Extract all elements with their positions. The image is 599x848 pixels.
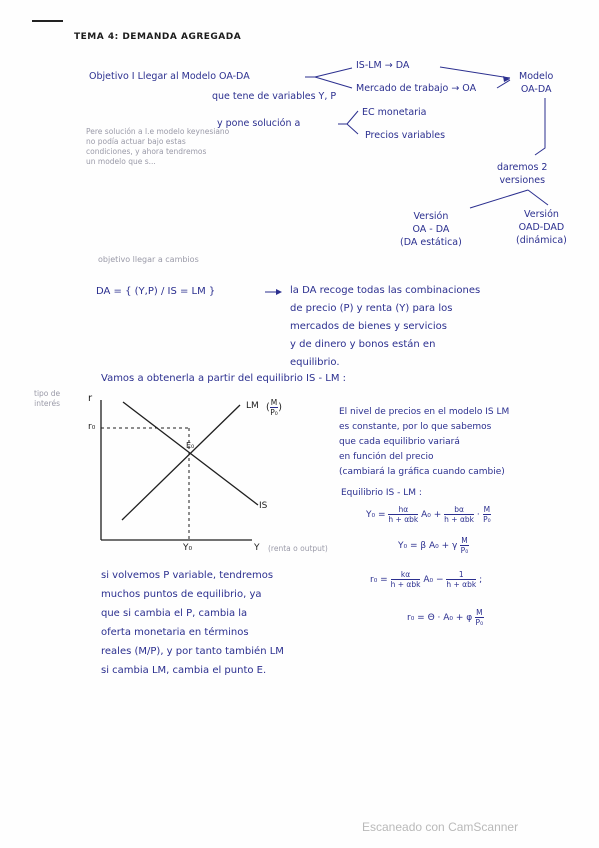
y0-f2-num: bα [444, 505, 474, 515]
y0-f1-num: hα [388, 505, 418, 515]
equilibrium-heading: Equilibrio IS - LM : [341, 488, 422, 498]
x-axis-note: (renta o output) [268, 544, 328, 553]
y0-lhs: Y₀ = [366, 510, 386, 520]
y0-f2-den: h + αbk [444, 515, 475, 524]
conclusion-text: si volvemos P variable, tendremos muchos puntos de equilibrio, ya que si cambia el P, cambia la oferta monetaria en términos reales (M/P), y por tanto también LM si cambia LM, cambia el punto E. [101, 570, 284, 676]
r0-f2-num: 1 [446, 570, 476, 580]
da-definition: DA = { (Y,P) / IS = LM } [96, 286, 216, 297]
lm-frac-den: P₀ [270, 408, 278, 417]
margin-note: Pere solución a l.e modelo keynesiano no podía actuar bajo estas condiciones, y ahora tendremos un modelo que s... [86, 127, 230, 166]
r0-short-equation [407, 608, 484, 627]
version-static: Versión OA - DA (DA estática) [400, 211, 462, 248]
r0-f1-den: h + αbk [390, 580, 421, 589]
lm-fraction: ( $\frac{M}{\text{P₀}}$ ) [266, 398, 282, 417]
y0-short-den: P₀ [460, 546, 469, 555]
islm-graph [101, 400, 258, 540]
da-explanation: la DA recoge todas las combinaciones de precio (P) y renta (Y) para los mercados de bienes y servicios y de dinero y bonos están en equilibrio. [290, 285, 481, 368]
y0-f1-den: h + αbk [388, 515, 419, 524]
r0-short: r₀ = Θ · A₀ + φ [407, 613, 473, 623]
r0-equation [370, 570, 482, 589]
r0-short-num: M [476, 608, 483, 617]
y0-equation [366, 505, 491, 524]
r0-f2-den: h + αbk [446, 580, 477, 589]
branch-labor: Mercado de trabajo → OA [356, 83, 477, 94]
y-axis-label: Y [254, 543, 260, 553]
r0-a0: A₀ − [423, 575, 444, 585]
is-curve [123, 402, 258, 505]
goal-note: objetivo llegar a cambios [98, 255, 199, 264]
y0-a0: A₀ + [421, 510, 442, 520]
r0-short-den: P₀ [475, 618, 484, 627]
branch-monetary: EC monetaria [362, 107, 427, 118]
y0-f3-den: P₀ [483, 515, 491, 524]
y0-short-num: M [461, 536, 468, 545]
lm-frac-num: M [270, 398, 278, 407]
variables-text: que tene de variables Y, P [212, 91, 337, 102]
is-label: IS [259, 501, 268, 511]
y0-short: Y₀ = β A₀ + γ [398, 541, 458, 551]
y0-f3-num: M [483, 505, 491, 514]
y0-short-equation [398, 536, 469, 555]
versions-text: daremos 2 versiones [497, 162, 548, 186]
page-title: TEMA 4: DEMANDA AGREGADA [74, 32, 242, 42]
y-axis-note: tipo de interés [34, 389, 61, 408]
e0-label: E₀ [186, 441, 195, 450]
y0-dot: · [476, 510, 480, 520]
r0-label: r₀ [88, 422, 96, 432]
obtain-text: Vamos a obtenerla a partir del equilibrio IS - LM : [101, 373, 347, 384]
r0-f1-num: kα [391, 570, 421, 580]
r-axis-label: r [88, 393, 93, 404]
version-dynamic: Versión OAD-DAD (dinámica) [516, 209, 567, 246]
r0-lhs: r₀ = [370, 575, 388, 585]
r0-tail: ; [479, 575, 483, 585]
lm-label: LM [246, 401, 259, 411]
objective-text: Objetivo I Llegar al Modelo OA-DA [89, 71, 250, 82]
branch-islm: IS-LM → DA [356, 60, 410, 71]
camscanner-watermark: Escaneado con CamScanner [362, 820, 519, 834]
lm-curve [122, 405, 240, 520]
branch-prices: Precios variables [365, 130, 446, 141]
model-box: Modelo OA-DA [519, 71, 554, 95]
y0-label: Y₀ [183, 543, 193, 553]
price-level-text: El nivel de precios en el modelo IS LM es constante, por lo que sabemos que cada equilibrio variará en función del precio (cambiará la gráfica cuando cambie) [339, 407, 510, 477]
solution-text: y pone solución a [217, 118, 301, 129]
